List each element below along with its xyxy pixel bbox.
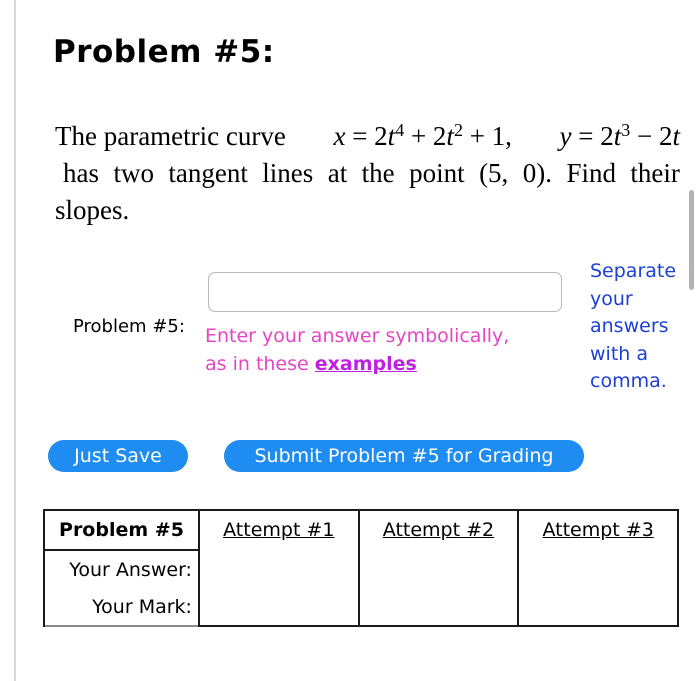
y-equation: $y = 2t^3 - 2t$ (559, 120, 680, 151)
just-save-button[interactable]: Just Save (48, 440, 188, 472)
your-mark-label: Your Mark: (44, 588, 199, 626)
problem-header: Problem #5 (44, 510, 199, 550)
attempt-1-link[interactable]: Attempt #1 (223, 519, 335, 541)
separate-answers-note: Separate your answers with a comma. (590, 260, 677, 392)
examples-link[interactable]: examples (314, 353, 417, 375)
statement-line-2: has two tangent lines at the point (5, 0). Find their (63, 158, 680, 188)
answer-label: Problem #5: (73, 316, 185, 337)
attempt-2-link[interactable]: Attempt #2 (382, 519, 495, 541)
problem-title: Problem #5: (53, 34, 275, 70)
your-answer-label: Your Answer: (44, 550, 199, 588)
statement-line-1 (55, 118, 680, 155)
attempts-table (43, 509, 679, 627)
answer-input[interactable] (208, 272, 562, 312)
page-left-border (14, 0, 16, 681)
submit-button[interactable]: Submit Problem #5 for Grading (224, 440, 584, 472)
statement-line-3: slopes. (55, 195, 130, 225)
x-equation: $x = 2t^4 + 2t^2 + 1$, (333, 120, 512, 151)
problem-statement (55, 118, 680, 229)
answer-hint: Enter your answer symbolically, as in these examples (205, 325, 510, 375)
attempt-3-link[interactable]: Attempt #3 (542, 519, 654, 541)
statement-intro: The parametric curve (55, 121, 286, 151)
